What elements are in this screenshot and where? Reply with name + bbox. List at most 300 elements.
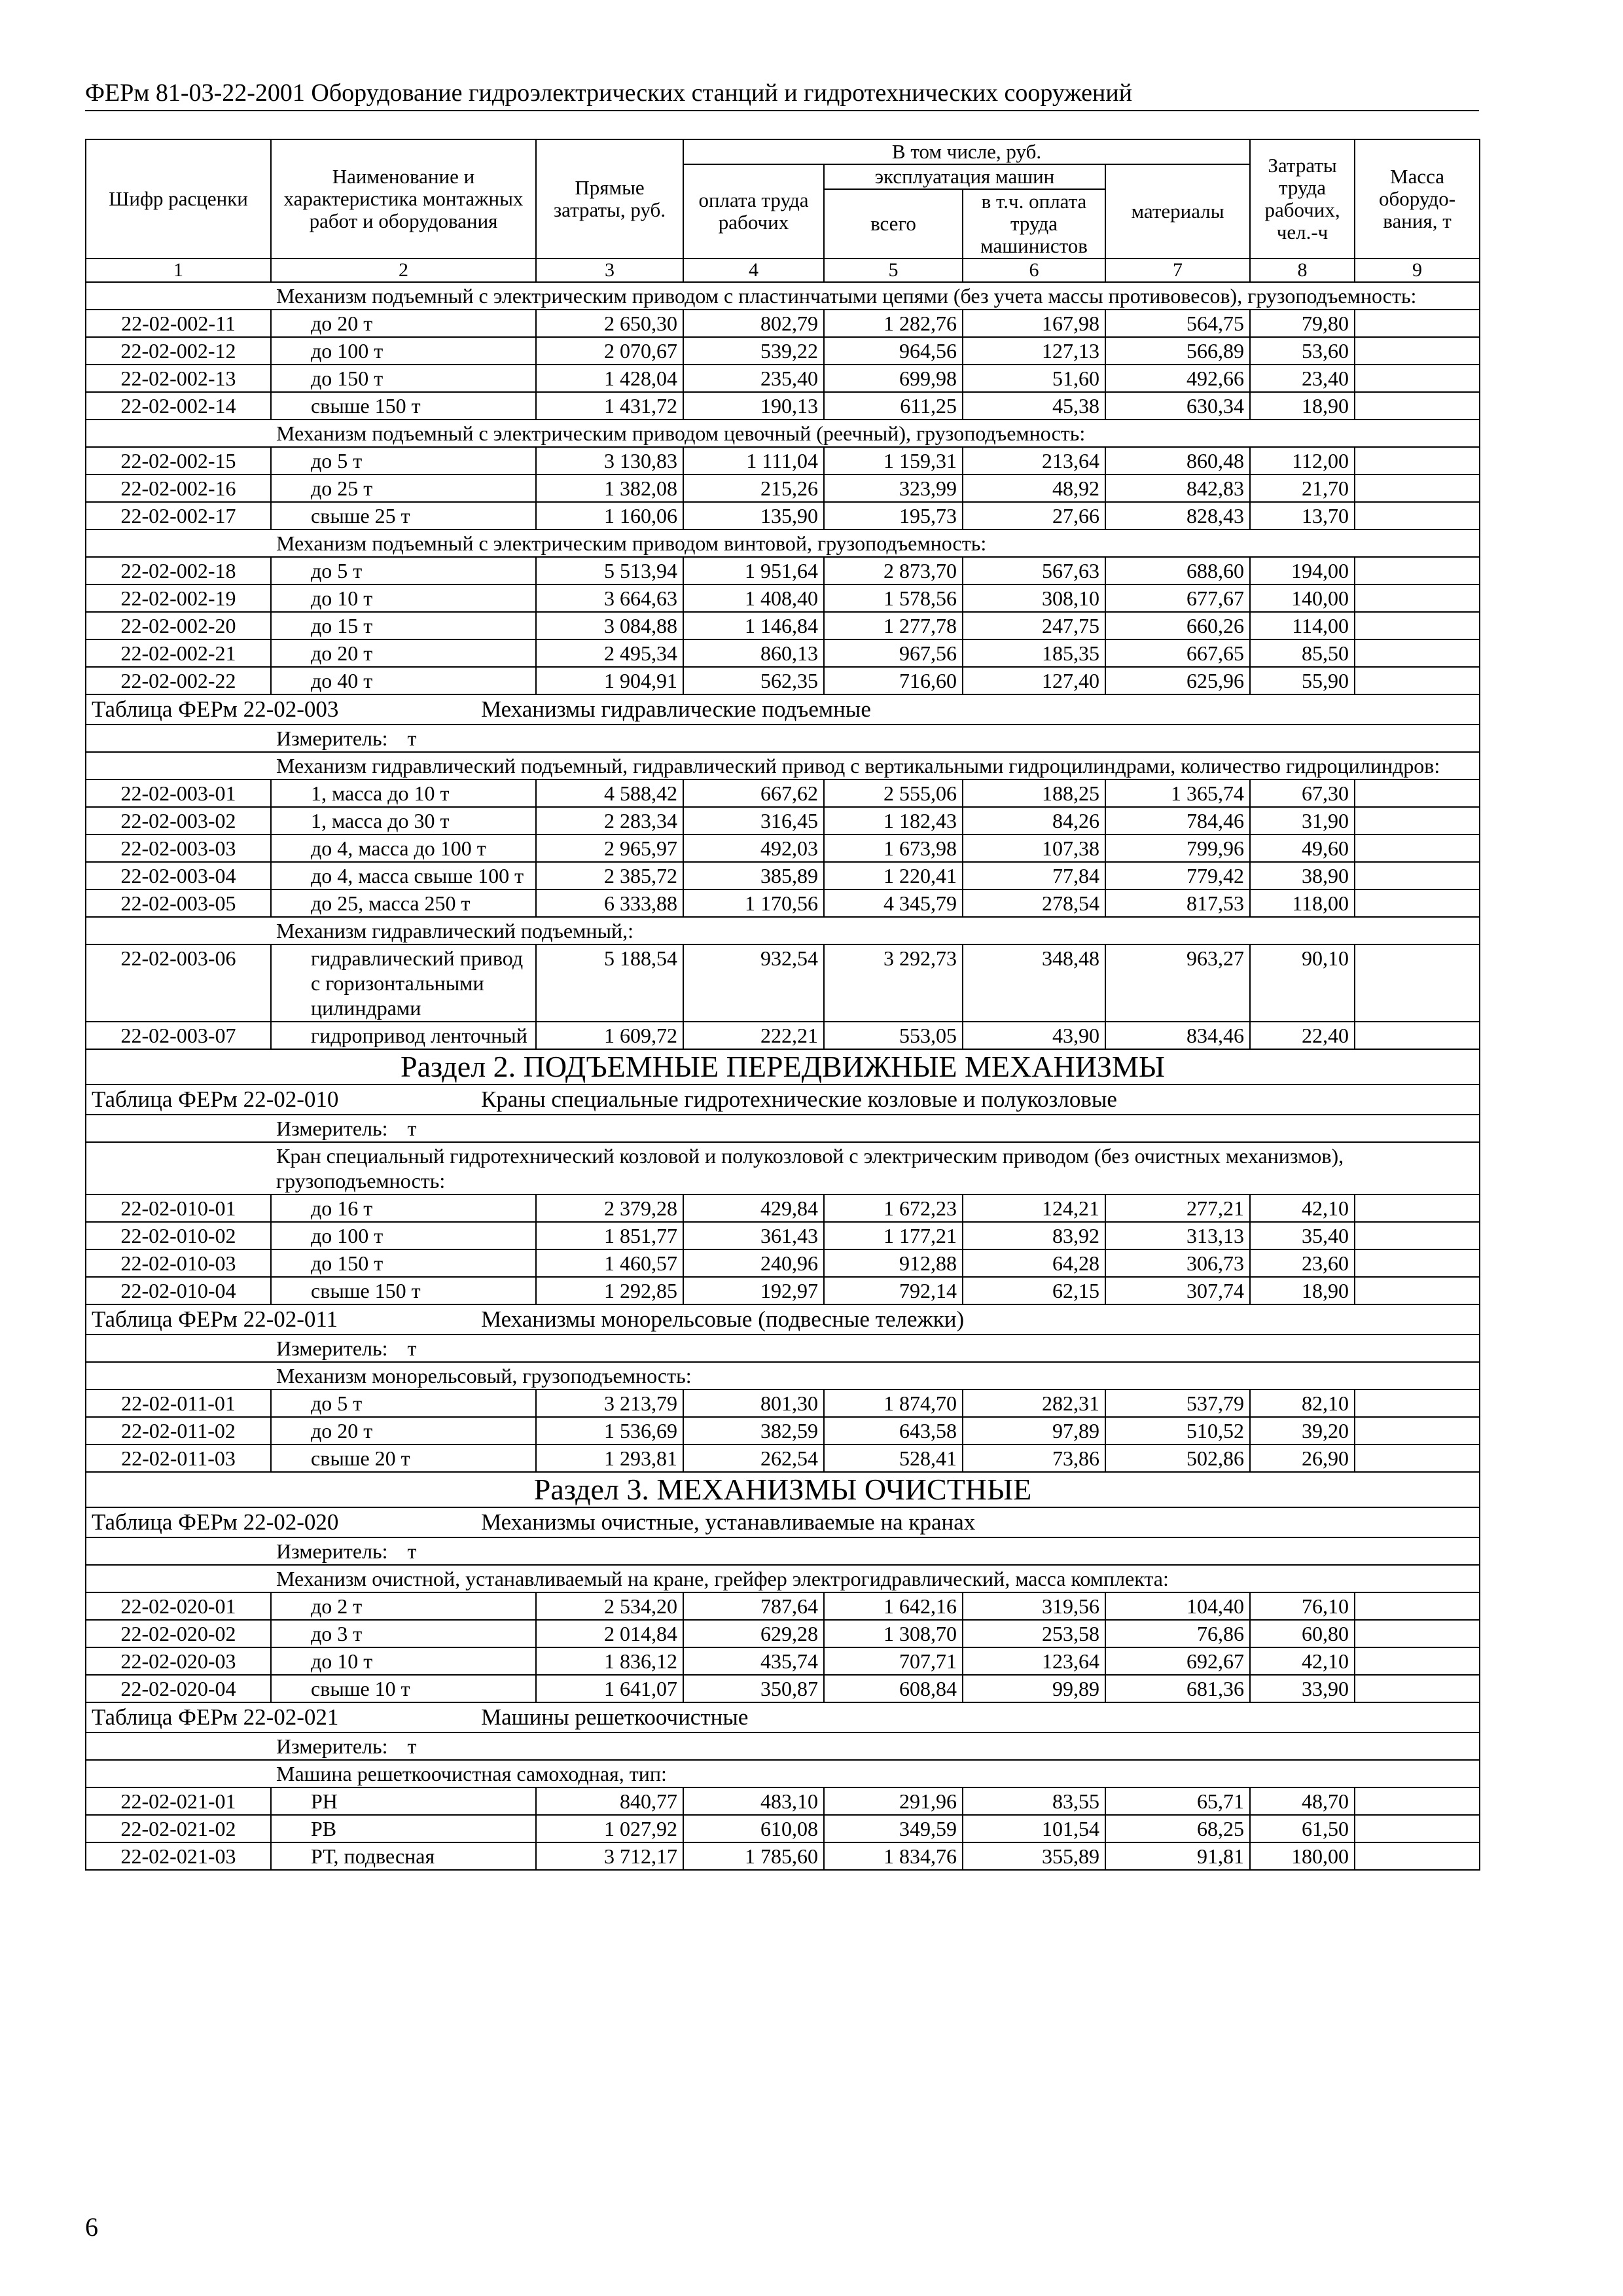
- table-row: [86, 862, 1480, 889]
- materials: 842,83: [1105, 475, 1250, 502]
- measure: [86, 1732, 1480, 1760]
- machinist-wages: 77,84: [963, 862, 1105, 889]
- table-name: Машины решеткоочистные: [481, 1704, 749, 1730]
- labor-cost: 42,10: [1250, 1194, 1355, 1222]
- measure: [86, 1115, 1480, 1142]
- direct-cost: 1 292,85: [536, 1277, 683, 1304]
- wages: 539,22: [683, 337, 824, 365]
- table-header: [86, 139, 1480, 282]
- direct-cost: 840,77: [536, 1787, 683, 1815]
- work-name: до 5 т: [271, 447, 536, 475]
- materials: 537,79: [1105, 1390, 1250, 1417]
- materials: 828,43: [1105, 502, 1250, 529]
- materials: 688,60: [1105, 557, 1250, 584]
- materials: 667,65: [1105, 639, 1250, 667]
- column-number: 4: [683, 259, 824, 282]
- work-name: свыше 150 т: [271, 392, 536, 420]
- work-name: 1, масса до 10 т: [271, 780, 536, 807]
- labor-cost: 85,50: [1250, 639, 1355, 667]
- labor-cost: 48,70: [1250, 1787, 1355, 1815]
- table-row: [86, 1675, 1480, 1702]
- work-name: РВ: [271, 1815, 536, 1842]
- labor-cost: 60,80: [1250, 1620, 1355, 1647]
- rate-code: 22-02-002-15: [86, 447, 271, 475]
- group-header: Механизм подъемный с электрическим приводом с пластинчатыми цепями (без учета массы противовесов), грузоподъемность:: [86, 282, 1480, 310]
- table-row: [86, 1815, 1480, 1842]
- table-row: [86, 365, 1480, 392]
- labor-cost: 23,40: [1250, 365, 1355, 392]
- table-row: [86, 447, 1480, 475]
- labor-cost: 194,00: [1250, 557, 1355, 584]
- machinist-wages: 62,15: [963, 1277, 1105, 1304]
- machinist-wages: 278,54: [963, 889, 1105, 917]
- table-body: [86, 282, 1480, 1870]
- machines-total: 964,56: [824, 337, 963, 365]
- machines-total: 291,96: [824, 1787, 963, 1815]
- direct-cost: 1 431,72: [536, 392, 683, 420]
- equipment-mass: [1355, 944, 1480, 1022]
- work-name: до 25 т: [271, 475, 536, 502]
- wages: 435,74: [683, 1647, 824, 1675]
- equipment-mass: [1355, 1222, 1480, 1249]
- materials: 277,21: [1105, 1194, 1250, 1222]
- labor-cost: 114,00: [1250, 612, 1355, 639]
- wages: 1 146,84: [683, 612, 824, 639]
- direct-cost: 3 213,79: [536, 1390, 683, 1417]
- machinist-wages: 107,38: [963, 834, 1105, 862]
- section-row: [86, 1049, 1480, 1085]
- measure-row: [86, 1335, 1480, 1362]
- machines-total: 1 874,70: [824, 1390, 963, 1417]
- materials: 630,34: [1105, 392, 1250, 420]
- work-name: до 15 т: [271, 612, 536, 639]
- group-header-row: [86, 529, 1480, 557]
- group-header-row: [86, 1142, 1480, 1194]
- rate-code: 22-02-011-02: [86, 1417, 271, 1444]
- wages: 190,13: [683, 392, 824, 420]
- direct-cost: 2 385,72: [536, 862, 683, 889]
- work-name: гидропривод ленточный: [271, 1022, 536, 1049]
- machines-total: 611,25: [824, 392, 963, 420]
- equipment-mass: [1355, 889, 1480, 917]
- group-header-row: [86, 1760, 1480, 1787]
- labor-cost: 180,00: [1250, 1842, 1355, 1870]
- col-machinist-wages-header: в т.ч. оплата труда машинистов: [963, 189, 1105, 259]
- rate-code: 22-02-021-02: [86, 1815, 271, 1842]
- direct-cost: 5 188,54: [536, 944, 683, 1022]
- machines-total: 1 642,16: [824, 1592, 963, 1620]
- direct-cost: 1 382,08: [536, 475, 683, 502]
- machines-total: 1 177,21: [824, 1222, 963, 1249]
- column-number: 1: [86, 259, 271, 282]
- rate-code: 22-02-010-03: [86, 1249, 271, 1277]
- price-table: [85, 139, 1480, 1871]
- wages: 483,10: [683, 1787, 824, 1815]
- machinist-wages: 27,66: [963, 502, 1105, 529]
- materials: 799,96: [1105, 834, 1250, 862]
- labor-cost: 21,70: [1250, 475, 1355, 502]
- column-number: 7: [1105, 259, 1250, 282]
- wages: 610,08: [683, 1815, 824, 1842]
- rate-code: 22-02-010-04: [86, 1277, 271, 1304]
- table-row: [86, 944, 1480, 1022]
- equipment-mass: [1355, 1675, 1480, 1702]
- machinist-wages: 308,10: [963, 584, 1105, 612]
- wages: 215,26: [683, 475, 824, 502]
- measure-row: [86, 1732, 1480, 1760]
- col-incl-header: В том числе, руб.: [683, 139, 1250, 164]
- equipment-mass: [1355, 1842, 1480, 1870]
- table-row: [86, 807, 1480, 834]
- materials: 625,96: [1105, 667, 1250, 694]
- labor-cost: 79,80: [1250, 310, 1355, 337]
- group-header: Механизм подъемный с электрическим приводом цевочный (реечный), грузоподъемность:: [86, 420, 1480, 447]
- direct-cost: 2 534,20: [536, 1592, 683, 1620]
- machines-total: 699,98: [824, 365, 963, 392]
- table-title-row: [86, 1085, 1480, 1115]
- table-row: [86, 502, 1480, 529]
- measure-row: [86, 725, 1480, 752]
- measure: [86, 1537, 1480, 1565]
- col-wages-header: оплата труда рабочих: [683, 164, 824, 259]
- machines-total: 792,14: [824, 1277, 963, 1304]
- rate-code: 22-02-010-02: [86, 1222, 271, 1249]
- machinist-wages: 48,92: [963, 475, 1105, 502]
- equipment-mass: [1355, 1592, 1480, 1620]
- direct-cost: 1 428,04: [536, 365, 683, 392]
- col-total-header: всего: [824, 189, 963, 259]
- table-row: [86, 780, 1480, 807]
- machinist-wages: 84,26: [963, 807, 1105, 834]
- wages: 1 408,40: [683, 584, 824, 612]
- materials: 1 365,74: [1105, 780, 1250, 807]
- equipment-mass: [1355, 1022, 1480, 1049]
- materials: 313,13: [1105, 1222, 1250, 1249]
- machinist-wages: 247,75: [963, 612, 1105, 639]
- measure-unit: т: [407, 726, 417, 750]
- direct-cost: 2 495,34: [536, 639, 683, 667]
- machines-total: 195,73: [824, 502, 963, 529]
- measure-unit: т: [407, 1336, 417, 1360]
- equipment-mass: [1355, 1390, 1480, 1417]
- direct-cost: 2 965,97: [536, 834, 683, 862]
- group-header: Механизм подъемный с электрическим приводом винтовой, грузоподъемность:: [86, 529, 1480, 557]
- machinist-wages: 45,38: [963, 392, 1105, 420]
- table-row: [86, 889, 1480, 917]
- rate-code: 22-02-021-03: [86, 1842, 271, 1870]
- machinist-wages: 167,98: [963, 310, 1105, 337]
- table-row: [86, 667, 1480, 694]
- group-header: Машина решеткоочистная самоходная, тип:: [86, 1760, 1480, 1787]
- rate-code: 22-02-020-04: [86, 1675, 271, 1702]
- equipment-mass: [1355, 475, 1480, 502]
- column-number: 9: [1355, 259, 1480, 282]
- labor-cost: 22,40: [1250, 1022, 1355, 1049]
- machines-total: 1 308,70: [824, 1620, 963, 1647]
- table-name: Механизмы монорельсовые (подвесные тележки): [481, 1306, 965, 1332]
- direct-cost: 1 641,07: [536, 1675, 683, 1702]
- machinist-wages: 73,86: [963, 1444, 1105, 1472]
- direct-cost: 6 333,88: [536, 889, 683, 917]
- wages: 262,54: [683, 1444, 824, 1472]
- direct-cost: 3 130,83: [536, 447, 683, 475]
- wages: 562,35: [683, 667, 824, 694]
- table-title: [86, 694, 1480, 725]
- direct-cost: 2 070,67: [536, 337, 683, 365]
- machinist-wages: 64,28: [963, 1249, 1105, 1277]
- machines-total: 323,99: [824, 475, 963, 502]
- col-mass-header: Масса оборудо-вания, т: [1355, 139, 1480, 259]
- materials: 660,26: [1105, 612, 1250, 639]
- direct-cost: 5 513,94: [536, 557, 683, 584]
- direct-cost: 1 851,77: [536, 1222, 683, 1249]
- labor-cost: 26,90: [1250, 1444, 1355, 1472]
- group-header-row: [86, 282, 1480, 310]
- machinist-wages: 83,55: [963, 1787, 1105, 1815]
- labor-cost: 38,90: [1250, 862, 1355, 889]
- wages: 1 785,60: [683, 1842, 824, 1870]
- machines-total: 1 834,76: [824, 1842, 963, 1870]
- direct-cost: 1 027,92: [536, 1815, 683, 1842]
- work-name: РТ, подвесная: [271, 1842, 536, 1870]
- table-code: Таблица ФЕРм 22-02-003: [92, 696, 339, 722]
- equipment-mass: [1355, 1787, 1480, 1815]
- table-row: [86, 475, 1480, 502]
- table-title: [86, 1304, 1480, 1335]
- col-name-header: Наименование и характеристика монтажных работ и оборудования: [271, 139, 536, 259]
- table-row: [86, 557, 1480, 584]
- equipment-mass: [1355, 639, 1480, 667]
- table-code: Таблица ФЕРм 22-02-010: [92, 1086, 339, 1112]
- table-title: [86, 1507, 1480, 1537]
- work-name: до 40 т: [271, 667, 536, 694]
- work-name: до 10 т: [271, 584, 536, 612]
- table-name: Механизмы гидравлические подъемные: [481, 696, 871, 722]
- wages: 860,13: [683, 639, 824, 667]
- table-row: [86, 337, 1480, 365]
- direct-cost: 1 609,72: [536, 1022, 683, 1049]
- labor-cost: 13,70: [1250, 502, 1355, 529]
- labor-cost: 82,10: [1250, 1390, 1355, 1417]
- direct-cost: 3 084,88: [536, 612, 683, 639]
- wages: 350,87: [683, 1675, 824, 1702]
- work-name: до 20 т: [271, 639, 536, 667]
- table-name: Краны специальные гидротехнические козловые и полукозловые: [481, 1086, 1117, 1112]
- table-row: [86, 1222, 1480, 1249]
- work-name: до 16 т: [271, 1194, 536, 1222]
- direct-cost: 2 650,30: [536, 310, 683, 337]
- machines-total: 716,60: [824, 667, 963, 694]
- direct-cost: 3 664,63: [536, 584, 683, 612]
- work-name: до 10 т: [271, 1647, 536, 1675]
- labor-cost: 31,90: [1250, 807, 1355, 834]
- equipment-mass: [1355, 862, 1480, 889]
- table-name: Механизмы очистные, устанавливаемые на кранах: [481, 1509, 976, 1535]
- rate-code: 22-02-002-11: [86, 310, 271, 337]
- labor-cost: 53,60: [1250, 337, 1355, 365]
- materials: 502,86: [1105, 1444, 1250, 1472]
- table-title-row: [86, 1507, 1480, 1537]
- rate-code: 22-02-021-01: [86, 1787, 271, 1815]
- measure-label: Измеритель:: [276, 1117, 388, 1140]
- machinist-wages: 253,58: [963, 1620, 1105, 1647]
- equipment-mass: [1355, 1815, 1480, 1842]
- wages: 361,43: [683, 1222, 824, 1249]
- equipment-mass: [1355, 1444, 1480, 1472]
- equipment-mass: [1355, 365, 1480, 392]
- rate-code: 22-02-003-04: [86, 862, 271, 889]
- machinist-wages: 97,89: [963, 1417, 1105, 1444]
- rate-code: 22-02-002-12: [86, 337, 271, 365]
- rate-code: 22-02-002-18: [86, 557, 271, 584]
- labor-cost: 140,00: [1250, 584, 1355, 612]
- measure-row: [86, 1537, 1480, 1565]
- equipment-mass: [1355, 834, 1480, 862]
- measure-unit: т: [407, 1734, 417, 1758]
- equipment-mass: [1355, 557, 1480, 584]
- work-name: РН: [271, 1787, 536, 1815]
- measure-unit: т: [407, 1539, 417, 1563]
- machines-total: 1 578,56: [824, 584, 963, 612]
- labor-cost: 61,50: [1250, 1815, 1355, 1842]
- labor-cost: 23,60: [1250, 1249, 1355, 1277]
- machines-total: 349,59: [824, 1815, 963, 1842]
- materials: 65,71: [1105, 1787, 1250, 1815]
- materials: 68,25: [1105, 1815, 1250, 1842]
- table-row: [86, 1022, 1480, 1049]
- col-code-header: Шифр расценки: [86, 139, 271, 259]
- direct-cost: 2 014,84: [536, 1620, 683, 1647]
- machines-total: 553,05: [824, 1022, 963, 1049]
- labor-cost: 55,90: [1250, 667, 1355, 694]
- direct-cost: 1 836,12: [536, 1647, 683, 1675]
- machinist-wages: 43,90: [963, 1022, 1105, 1049]
- table-row: [86, 834, 1480, 862]
- work-name: свыше 20 т: [271, 1444, 536, 1472]
- table-row: [86, 612, 1480, 639]
- work-name: до 25, масса 250 т: [271, 889, 536, 917]
- measure-unit: т: [407, 1117, 417, 1140]
- rate-code: 22-02-003-07: [86, 1022, 271, 1049]
- rate-code: 22-02-010-01: [86, 1194, 271, 1222]
- col-labor-header: Затраты труда рабочих, чел.-ч: [1250, 139, 1355, 259]
- wages: 382,59: [683, 1417, 824, 1444]
- equipment-mass: [1355, 310, 1480, 337]
- machines-total: 4 345,79: [824, 889, 963, 917]
- materials: 860,48: [1105, 447, 1250, 475]
- machines-total: 2 873,70: [824, 557, 963, 584]
- machinist-wages: 188,25: [963, 780, 1105, 807]
- labor-cost: 39,20: [1250, 1417, 1355, 1444]
- work-name: гидравлический привод с горизонтальными цилиндрами: [271, 944, 536, 1022]
- equipment-mass: [1355, 1194, 1480, 1222]
- table-title: [86, 1702, 1480, 1732]
- table-code: Таблица ФЕРм 22-02-011: [92, 1306, 338, 1332]
- rate-code: 22-02-002-21: [86, 639, 271, 667]
- table-title: [86, 1085, 1480, 1115]
- machines-total: 1 673,98: [824, 834, 963, 862]
- wages: 135,90: [683, 502, 824, 529]
- measure-label: Измеритель:: [276, 726, 388, 750]
- work-name: до 2 т: [271, 1592, 536, 1620]
- section-title: Раздел 3. МЕХАНИЗМЫ ОЧИСТНЫЕ: [86, 1472, 1480, 1507]
- table-row: [86, 392, 1480, 420]
- machinist-wages: 99,89: [963, 1675, 1105, 1702]
- machines-total: 1 672,23: [824, 1194, 963, 1222]
- work-name: 1, масса до 30 т: [271, 807, 536, 834]
- materials: 91,81: [1105, 1842, 1250, 1870]
- work-name: до 20 т: [271, 1417, 536, 1444]
- work-name: свыше 150 т: [271, 1277, 536, 1304]
- machines-total: 1 277,78: [824, 612, 963, 639]
- table-row: [86, 1417, 1480, 1444]
- machinist-wages: 124,21: [963, 1194, 1105, 1222]
- direct-cost: 1 536,69: [536, 1417, 683, 1444]
- direct-cost: 1 293,81: [536, 1444, 683, 1472]
- wages: 801,30: [683, 1390, 824, 1417]
- work-name: до 100 т: [271, 337, 536, 365]
- wages: 1 111,04: [683, 447, 824, 475]
- machinist-wages: 282,31: [963, 1390, 1105, 1417]
- materials: 307,74: [1105, 1277, 1250, 1304]
- group-header: Механизм очистной, устанавливаемый на кране, грейфер электрогидравлический, масса комплекта:: [86, 1565, 1480, 1592]
- machines-total: 1 282,76: [824, 310, 963, 337]
- table-title-row: [86, 1702, 1480, 1732]
- labor-cost: 18,90: [1250, 1277, 1355, 1304]
- rate-code: 22-02-011-01: [86, 1390, 271, 1417]
- table-row: [86, 1592, 1480, 1620]
- machinist-wages: 567,63: [963, 557, 1105, 584]
- wages: 240,96: [683, 1249, 824, 1277]
- work-name: до 4, масса до 100 т: [271, 834, 536, 862]
- table-title-row: [86, 694, 1480, 725]
- rate-code: 22-02-003-06: [86, 944, 271, 1022]
- machines-total: 1 159,31: [824, 447, 963, 475]
- rate-code: 22-02-002-16: [86, 475, 271, 502]
- machines-total: 967,56: [824, 639, 963, 667]
- rate-code: 22-02-002-17: [86, 502, 271, 529]
- materials: 306,73: [1105, 1249, 1250, 1277]
- column-number: 5: [824, 259, 963, 282]
- direct-cost: 1 160,06: [536, 502, 683, 529]
- table-row: [86, 1249, 1480, 1277]
- table-row: [86, 1444, 1480, 1472]
- machines-total: 3 292,73: [824, 944, 963, 1022]
- group-header: Кран специальный гидротехнический козловой и полукозловой с электрическим приводом (без очистных механизмов), грузоподъемность:: [86, 1142, 1480, 1194]
- machines-total: 707,71: [824, 1647, 963, 1675]
- materials: 692,67: [1105, 1647, 1250, 1675]
- table-row: [86, 1842, 1480, 1870]
- table-row: [86, 1194, 1480, 1222]
- column-numbers-row: [86, 259, 1480, 282]
- rate-code: 22-02-003-03: [86, 834, 271, 862]
- wages: 667,62: [683, 780, 824, 807]
- work-name: свыше 10 т: [271, 1675, 536, 1702]
- labor-cost: 49,60: [1250, 834, 1355, 862]
- machinist-wages: 319,56: [963, 1592, 1105, 1620]
- machines-total: 1 182,43: [824, 807, 963, 834]
- labor-cost: 35,40: [1250, 1222, 1355, 1249]
- equipment-mass: [1355, 337, 1480, 365]
- table-row: [86, 310, 1480, 337]
- column-number: 3: [536, 259, 683, 282]
- equipment-mass: [1355, 612, 1480, 639]
- rate-code: 22-02-020-03: [86, 1647, 271, 1675]
- equipment-mass: [1355, 780, 1480, 807]
- rate-code: 22-02-002-14: [86, 392, 271, 420]
- measure: [86, 725, 1480, 752]
- equipment-mass: [1355, 1249, 1480, 1277]
